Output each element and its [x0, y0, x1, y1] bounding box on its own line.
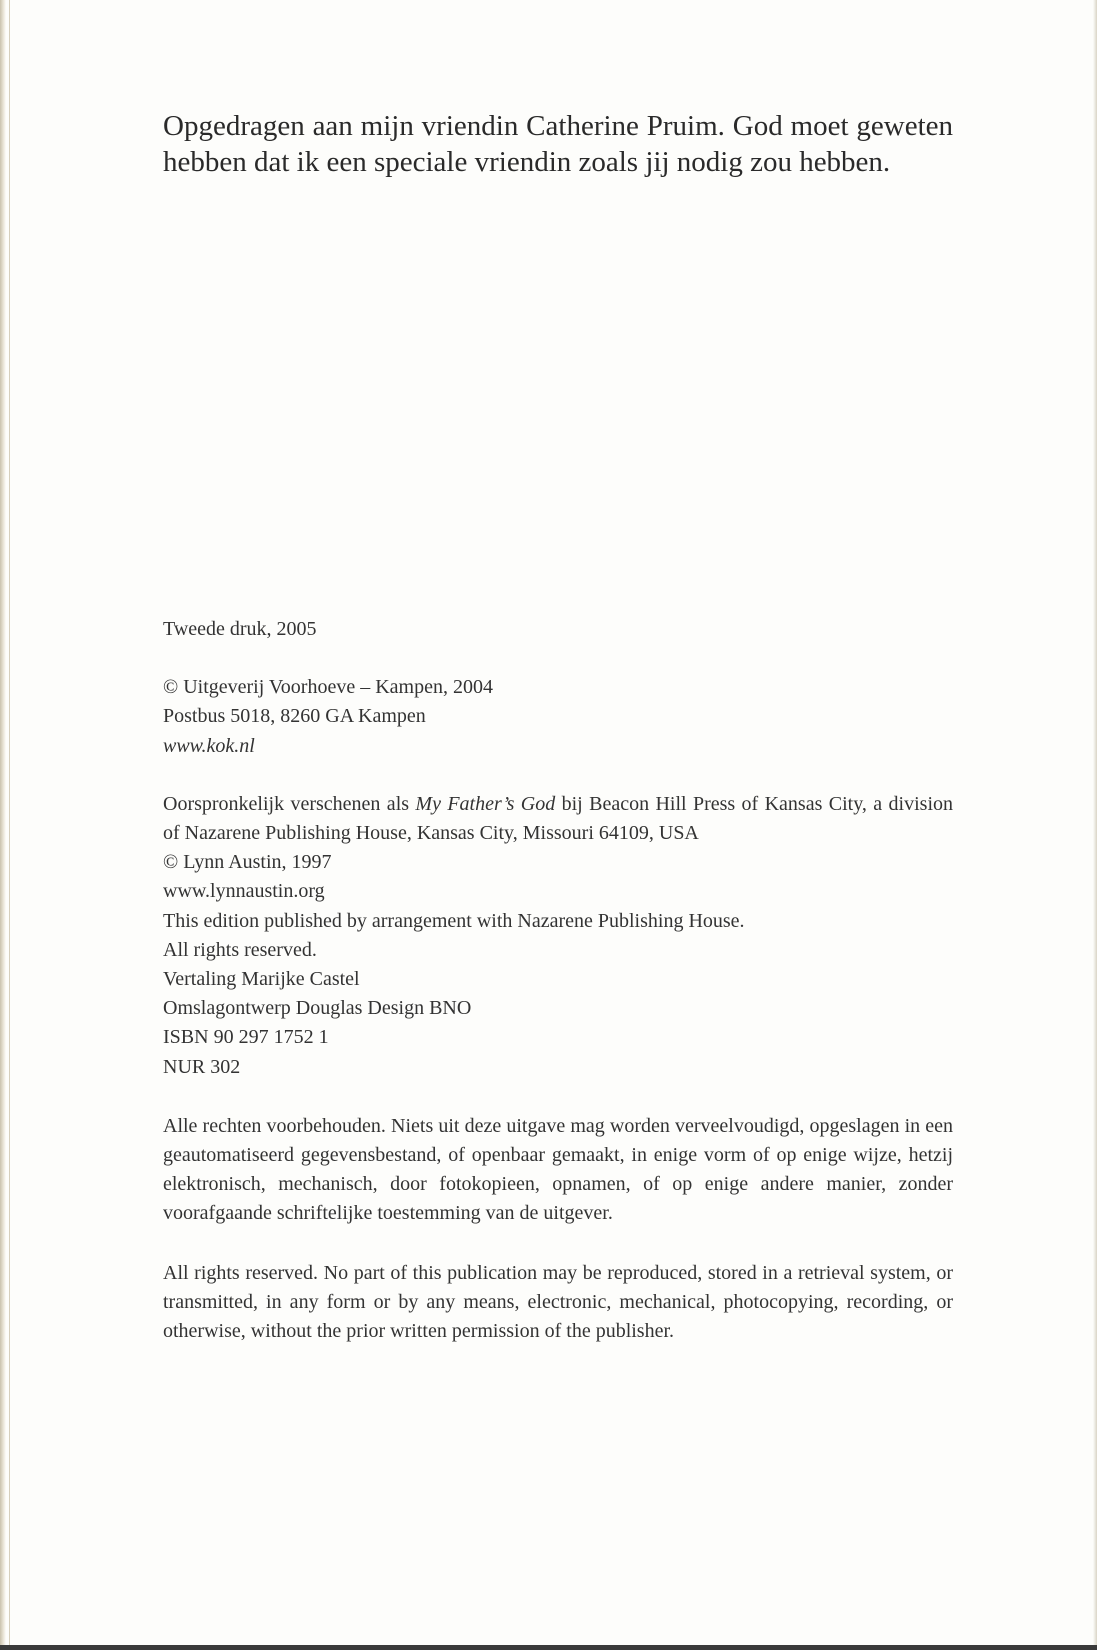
- isbn: ISBN 90 297 1752 1: [163, 1026, 329, 1049]
- author-website: www.lynnaustin.org: [163, 880, 325, 903]
- original-title: My Father’s God: [415, 792, 556, 815]
- translation-credit: Vertaling Marijke Castel: [163, 968, 360, 991]
- nur-code: NUR 302: [163, 1055, 241, 1078]
- arrangement-note: This edition published by arrangement with Nazarene Publishing House.: [163, 909, 745, 932]
- page-bottom-edge: [0, 1645, 1097, 1650]
- edition-line: Tweede druk, 2005: [163, 618, 317, 640]
- legal-english: All rights reserved. No part of this publication may be reproduced, stored in a retrieval system, or transmitted, in any form or by any means, electronic, mechanical, photocopying, recording, or otherwise, without the prior written permission of the publisher.: [163, 1261, 953, 1343]
- original-intro-after: bij Beacon Hill Press of Kansas City, a division of Nazarene Publishing House, Kansas City, Missouri 64109, USA: [163, 792, 953, 845]
- original-intro-before: Oorspronkelijk verschenen als: [163, 792, 416, 815]
- original-publication: [163, 790, 953, 848]
- legal-dutch: Alle rechten voorbehouden. Niets uit deze uitgave mag worden verveelvoudigd, opgeslagen in een geautomatiseerd gegevensbestand, of openbaar gemaakt, in enige vorm of op enige wijze, hetzij elektronisch, mechanisch, door fotokopieen, opnamen, of op enige andere manier, zonder voorafgaande schriftelijke toestemming van de uitgever.: [163, 1114, 953, 1225]
- page-binding-line: [9, 0, 10, 1650]
- rights-note: All rights reserved.: [163, 938, 317, 961]
- publisher-address: Postbus 5018, 8260 GA Kampen: [163, 705, 426, 728]
- page-right-edge: [1093, 0, 1097, 1650]
- page-left-edge: [0, 0, 6, 1650]
- dedication-text: Opgedragen aan mijn vriendin Catherine Pruim. God moet geweten hebben dat ik een speciale vriendin zoals jij nodig zou hebben.: [163, 110, 953, 178]
- dedication-block: [163, 108, 953, 180]
- publisher-copyright: © Uitgeverij Voorhoeve – Kampen, 2004: [163, 676, 493, 699]
- author-copyright: © Lynn Austin, 1997: [163, 851, 332, 874]
- cover-credit: Omslagontwerp Douglas Design BNO: [163, 997, 472, 1020]
- publisher-website: www.kok.nl: [163, 734, 255, 757]
- colophon-block: [163, 615, 953, 1346]
